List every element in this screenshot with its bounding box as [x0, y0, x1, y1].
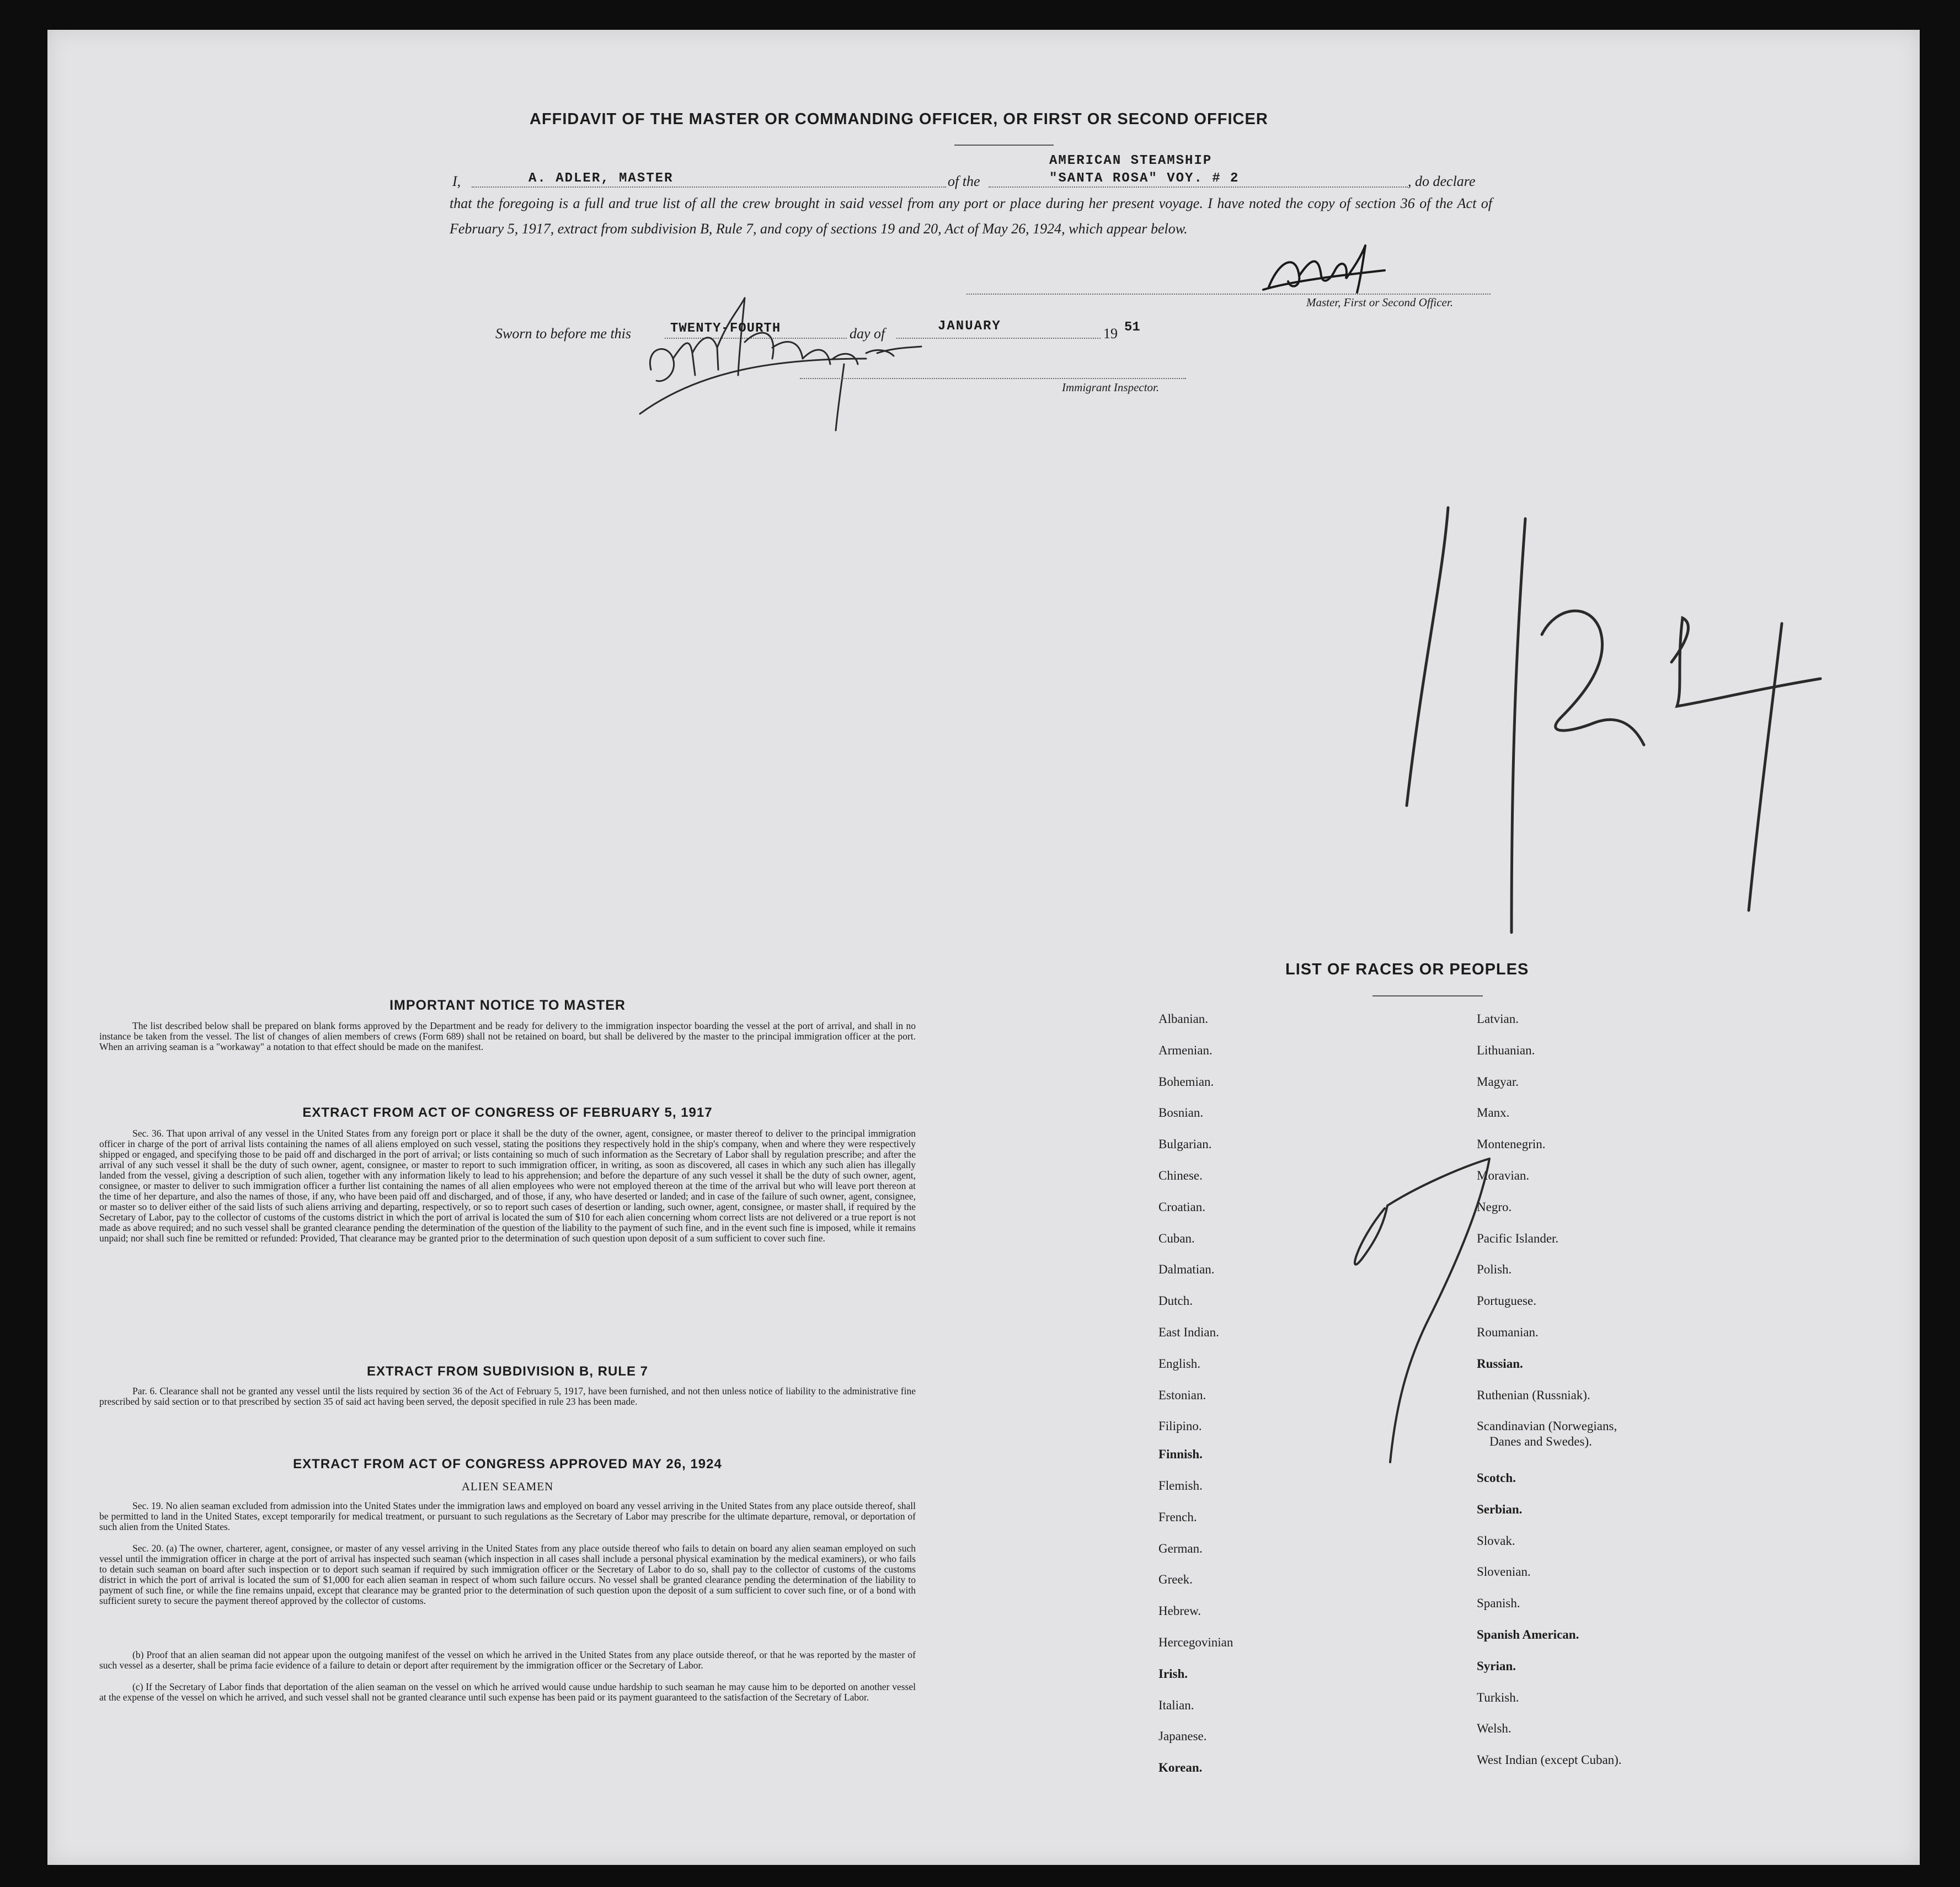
race-item: Hercegovinian	[1158, 1635, 1233, 1649]
race-item-continuation: Danes and Swedes).	[1489, 1435, 1592, 1448]
master-signature-label: Master, First or Second Officer.	[1306, 296, 1453, 309]
race-item: Slovak.	[1477, 1533, 1515, 1548]
affidavit-title: AFFIDAVIT OF THE MASTER OR COMMANDING OFFICER, OR FIRST OR SECOND OFFICER	[530, 110, 1268, 128]
race-item: Irish.	[1158, 1666, 1188, 1681]
inspector-signature-line	[800, 378, 1186, 379]
extract-1917-text: Sec. 36. That upon arrival of any vessel in the United States from any foreign port or place it shall be the duty of the owner, agent, consignee, or master thereof to deliver to the principal immigration officer in charge of the port of arrival lists containing the names of all aliens employed on such vessel, stating the positions they respectively hold in the ship's company, when and where they were respectively shipped or engaged, and specifying those to be paid off and discharged in the port of arrival; or lists containing so much of such information as the Secretary of Labor shall by regulation prescribe; and after the arrival of any such vessel it shall be the duty of such owner, agent, consignee, or master to report to such immigration officer, in writing, as soon as discovered, all cases in which any such alien has illegally landed from the vessel, giving a description of such alien, together with any information likely to lead to his apprehension; and before the departure of any such vessel it shall be the duty of such owner, agent, consignee, or master to deliver to such immigration officer a further list containing the names of all alien employees who were not employed thereon at the time of the arrival but who will leave port thereon at the time of her departure, and also the names of those, if any, who have been paid off and discharged, and of those, if any, who have deserted or landed; and in case of the failure of such owner, agent, consignee, or master so to deliver either of the said lists of such aliens arriving and departing, respectively, or so to report such cases of desertion or landing, such owner, agent, consignee, or master shall, if required by the Secretary of Labor, pay to the collector of customs of the customs district in which the port of arrival is located the sum of $10 for each alien concerning whom correct lists are not delivered or a true report is not made as above required; and no such vessel shall be granted clearance pending the determination of the question of the liability to the payment of such fine, and in the event such fine is imposed, while it remains unpaid; nor shall such fine be remitted or refunded: Provided, That clearance may be granted prior to the determination of such question upon deposit of a sum sufficient to cover such fine.	[99, 1128, 916, 1244]
race-item: Bulgarian.	[1158, 1137, 1212, 1152]
race-item: Bosnian.	[1158, 1106, 1204, 1120]
sworn-label: Sworn to before me this	[495, 326, 632, 342]
race-item: Dalmatian.	[1158, 1262, 1215, 1277]
race-item: Albanian.	[1158, 1012, 1209, 1026]
race-item: Welsh.	[1477, 1721, 1512, 1736]
inspector-signature	[634, 287, 976, 430]
master-name: A. ADLER, MASTER	[528, 171, 674, 186]
race-item: Croatian.	[1158, 1200, 1205, 1214]
race-item: Portuguese.	[1477, 1294, 1536, 1308]
extract-1924-sec20a: Sec. 20. (a) The owner, charterer, agent, consignee, or master of any vessel arriving in the United States from any place outside thereof who fails to detain on board any alien seaman employed on such vessel until the immigration officer in charge at the port of arrival has inspected such seaman (which inspection in all cases shall include a personal physical examination by the medical examiners), or who fails to detain such seaman on board after such inspection or to deport such seaman if required by such immigration officer or the Secretary of Labor to do so, shall pay to the collector of customs of the customs district in which the port of arrival is located the sum of $1,000 for each alien seaman in respect of whom such failure occurs. No vessel shall be granted clearance pending the determination of the liability to payment of such fine, or while the fine remains unpaid, except that clearance may be granted prior to the determination of such question upon the deposit of a sum sufficient to cover such fine, or of a bond with sufficient surety to secure the payment thereof approved by the collector of customs.	[99, 1543, 916, 1606]
races-divider	[1372, 995, 1483, 996]
extract-rule7-title: EXTRACT FROM SUBDIVISION B, RULE 7	[366, 1364, 649, 1379]
race-item: Turkish.	[1477, 1690, 1519, 1704]
handwritten-number-annotation	[1324, 497, 1820, 938]
day-of-label: day of	[850, 326, 885, 342]
inspector-label: Immigrant Inspector.	[1062, 381, 1160, 394]
of-the-label: of the	[948, 173, 980, 189]
vessel-line	[989, 186, 1408, 188]
race-item: Finnish.	[1158, 1447, 1203, 1462]
notice-text: The list described below shall be prepared on blank forms approved by the Department and be ready for delivery to the immigration inspector boarding the vessel at the port of arrival, and shall in no instance be taken from the vessel. The list of changes of alien members of crews (Form 689) shall not be retained on board, but shall be delivered by the master to the principal immigration officer at the port. When an arriving seaman is a "workaway" a notation to that effect should be made on the manifest.	[99, 1020, 916, 1052]
race-item: Moravian.	[1477, 1169, 1530, 1182]
race-item: Japanese.	[1158, 1729, 1207, 1744]
race-item: Spanish.	[1477, 1596, 1520, 1611]
title-divider	[954, 145, 1054, 146]
race-item: Negro.	[1477, 1200, 1512, 1214]
race-item: East Indian.	[1158, 1325, 1219, 1339]
race-item: Serbian.	[1477, 1502, 1523, 1516]
i-label: I,	[452, 173, 461, 189]
race-item: Estonian.	[1158, 1388, 1206, 1402]
race-item: Manx.	[1477, 1106, 1510, 1120]
race-item: Polish.	[1477, 1262, 1512, 1277]
extract-rule7-text: Par. 6. Clearance shall not be granted any vessel until the lists required by section 36 of the Act of February 5, 1917, have been furnished, and not then unless notice of liability to the administrative fine prescribed by said section or to that prescribed by section 35 of said act having been served, the deposit specified in rule 23 has been made.	[99, 1385, 916, 1407]
declaration-statement: that the foregoing is a full and true list of all the crew brought in said vessel from any port or place during her present voyage. I have noted the copy of section 36 of the Act of February 5, 1917, extract from subdivision B, Rule 7, and copy of sections 19 and 20, Act of May 26, 1924, which appear below.	[450, 195, 1492, 237]
race-item: Greek.	[1158, 1573, 1193, 1587]
race-item: Roumanian.	[1477, 1325, 1539, 1339]
vessel-name-line2: "SANTA ROSA" VOY. # 2	[1049, 171, 1240, 186]
extract-1917-title: EXTRACT FROM ACT OF CONGRESS OF FEBRUARY 5, 1917	[302, 1105, 713, 1120]
race-item: Magyar.	[1477, 1074, 1519, 1089]
year-prefix: 19	[1103, 326, 1118, 342]
sworn-month: JANUARY	[938, 319, 1001, 334]
race-item: Slovenian.	[1477, 1565, 1531, 1579]
race-item: Latvian.	[1477, 1012, 1519, 1026]
race-item: Bohemian.	[1158, 1074, 1214, 1089]
handwritten-mark-annotation	[1346, 1153, 1523, 1473]
race-item: Syrian.	[1477, 1659, 1516, 1673]
race-item: Dutch.	[1158, 1294, 1193, 1308]
extract-1924-sec20c: (c) If the Secretary of Labor finds that deportation of the alien seaman on the vessel on which he arrived would cause undue hardship to such seaman he may cause him to be deported on another vessel at the expense of the vessel on which he arrived, and such vessel shall not be granted clearance until such expense has been paid or its payment guaranteed to the satisfaction of the Secretary of Labor.	[99, 1681, 916, 1703]
race-item: Spanish American.	[1477, 1628, 1579, 1641]
race-item: Armenian.	[1158, 1043, 1213, 1057]
notice-title: IMPORTANT NOTICE TO MASTER	[389, 998, 626, 1013]
extract-1924-sec20b: (b) Proof that an alien seaman did not appear upon the outgoing manifest of the vessel on which he arrived in the United States from any place outside thereof, or that he was reported by the master of such vessel as a deserter, shall be prima facie evidence of a failure to detain or deport after requirement by the immigration officer or the Secretary of Labor.	[99, 1649, 916, 1671]
race-item: Scandinavian (Norwegians,	[1477, 1419, 1617, 1433]
extract-1924-sec19: Sec. 19. No alien seaman excluded from admission into the United States under the immigration laws and employed on board any vessel arriving in the United States from any place outside thereof, shall be permitted to land in the United States, except temporarily for medical treatment, or pursuant to such regulations as the Secretary of Labor may prescribe for the ultimate departure, removal, or deportation of such alien from the United States.	[99, 1500, 916, 1532]
sworn-day: TWENTY-FOURTH	[670, 321, 781, 336]
extract-1924-subtitle: ALIEN SEAMEN	[461, 1480, 554, 1493]
race-item: Hebrew.	[1158, 1604, 1201, 1618]
do-declare-label: , do declare	[1408, 173, 1476, 189]
race-item: German.	[1158, 1541, 1203, 1555]
vessel-name-line1: AMERICAN STEAMSHIP	[1049, 153, 1213, 168]
race-item: Scotch.	[1477, 1471, 1516, 1485]
race-item: Lithuanian.	[1477, 1043, 1535, 1057]
race-item: English.	[1158, 1356, 1201, 1371]
race-item: Pacific Islander.	[1477, 1231, 1559, 1245]
race-item: Chinese.	[1158, 1169, 1203, 1182]
race-item: Flemish.	[1158, 1479, 1203, 1492]
race-item: Cuban.	[1158, 1231, 1195, 1245]
race-item: Korean.	[1158, 1761, 1203, 1775]
race-item: Italian.	[1158, 1698, 1194, 1712]
master-signature	[1258, 237, 1401, 298]
race-item: French.	[1158, 1510, 1197, 1524]
master-signature-line	[966, 294, 1491, 295]
year-suffix: 51	[1124, 320, 1140, 335]
race-item: Filipino.	[1158, 1419, 1202, 1433]
race-item: Russian.	[1477, 1356, 1523, 1371]
races-title: LIST OF RACES OR PEOPLES	[1285, 961, 1529, 978]
race-item: Ruthenian (Russniak).	[1477, 1388, 1590, 1402]
extract-1924-title: EXTRACT FROM ACT OF CONGRESS APPROVED MAY 26, 1924	[293, 1457, 722, 1472]
master-name-line	[472, 186, 946, 188]
race-item: West Indian (except Cuban).	[1477, 1753, 1622, 1767]
race-item: Montenegrin.	[1477, 1137, 1546, 1152]
